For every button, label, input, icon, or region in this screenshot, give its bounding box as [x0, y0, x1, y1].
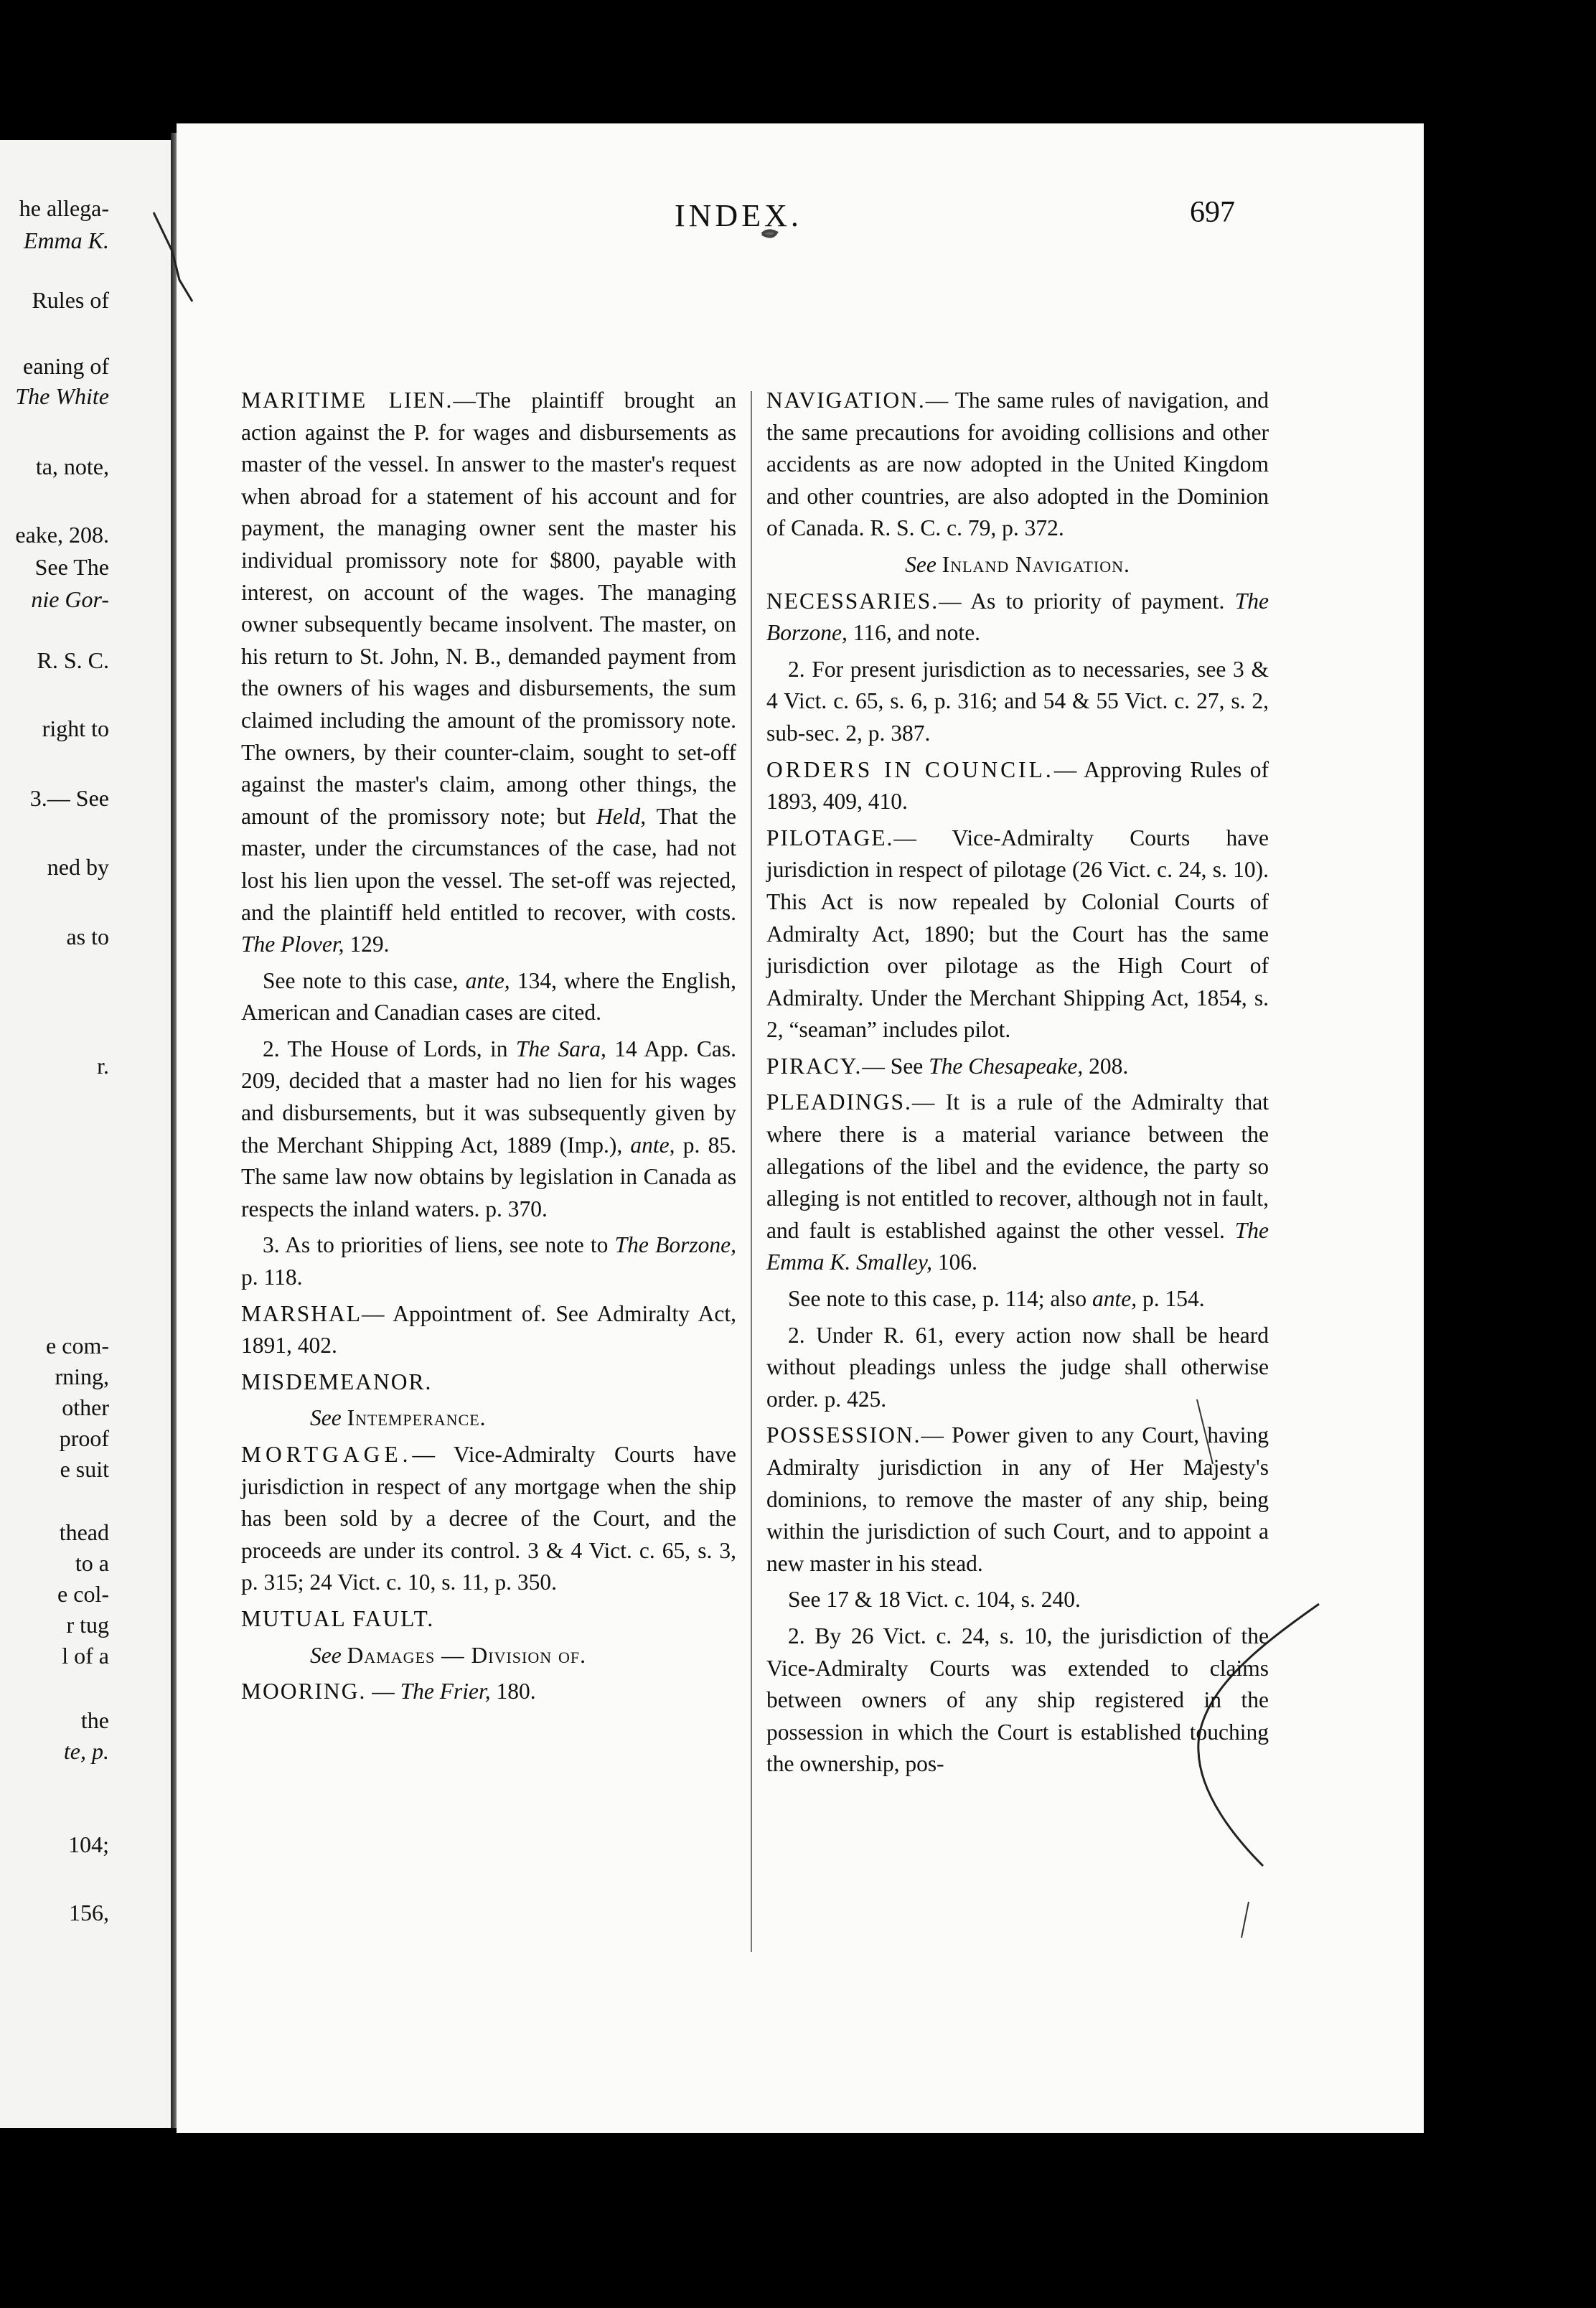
cross-reference [241, 1402, 736, 1435]
entry-navigation [766, 385, 1269, 545]
citation: 208. [1083, 1053, 1129, 1079]
entry-heading: MARITIME LIEN. [241, 388, 454, 413]
case-name: The Borzone, [614, 1232, 736, 1258]
citation: 106. [931, 1249, 977, 1275]
note-text: p. 85. The same law now obtains by legislation in Canada as respects the inland waters. p. 370. [241, 1132, 736, 1221]
entry-text: —The plaintiff brought an action against the P. for wages and disbursements as master of the vessel. In answer to the master's request when abroad for a statement of his account and for payment, the managing owner sent the master his individual promissory note for $800, payable with interest, on account of the wages. The managing owner subsequently became insolvent. The master, on his return to St. John, N. B., demanded payment from the owners of his wages and disbursements, the sum claimed including the amount of the promissory note. The owners, by their counter-claim, sought to set-off against the master's claim, among other things, the amount of the promissory note; but [241, 388, 736, 829]
right-column [766, 385, 1269, 1785]
entry-text: — As to priority of payment. [939, 588, 1235, 614]
emphasis: ante, [465, 967, 510, 993]
left-fragment: eake, 208. [15, 522, 109, 548]
entry-text: — See [862, 1053, 929, 1079]
left-fragment: as to [66, 924, 109, 949]
left-fragment: ned by [47, 854, 109, 880]
see-label: See [905, 551, 937, 577]
entry-text: — The same rules of navigation, and the same precautions for avoiding collisions and other accidents as are now adopted in the United Kingdom and other countries, are also adopted in the Dominion of Canada. R. S. C. c. 79, p. 372. [766, 388, 1269, 541]
reference-target: Inland Navigation. [942, 551, 1130, 577]
left-column [241, 385, 736, 1712]
page-number: 697 [1190, 196, 1235, 229]
case-name: The Emma K. Smalley, [766, 1217, 1269, 1275]
left-fragment: e suit [60, 1456, 109, 1482]
see-label: See [310, 1405, 342, 1431]
entry-heading: MUTUAL FAULT. [241, 1605, 435, 1631]
left-fragment: 3.— See [29, 785, 109, 811]
left-fragment: Rules of [32, 287, 109, 313]
left-fragment: e col- [57, 1581, 109, 1607]
left-fragment: Emma K. [23, 227, 109, 253]
left-fragment: te, p. [63, 1738, 109, 1764]
note-text: 134, where the English, American and Canadian cases are cited. [241, 967, 736, 1026]
left-fragment: 156, [69, 1900, 109, 1925]
left-fragment: r tug [66, 1612, 109, 1638]
left-fragment: l of a [62, 1643, 109, 1669]
see-label: See [310, 1642, 342, 1668]
left-fragment: the [80, 1707, 109, 1733]
case-name: The Frier, [400, 1679, 491, 1704]
entry-note [241, 1229, 736, 1293]
entry-note [241, 1033, 736, 1226]
entry-possession [766, 1420, 1269, 1580]
cross-reference [241, 1640, 736, 1672]
entry-heading: MARSHAL [241, 1300, 362, 1326]
entry-mooring [241, 1676, 736, 1708]
entry-heading: NAVIGATION. [766, 388, 926, 413]
entry-pilotage [766, 822, 1269, 1046]
case-name: The Plover, [241, 932, 344, 957]
entry-misdemeanor [241, 1366, 736, 1399]
entry-text: — Approving Rules of 1893, 409, 410. [766, 756, 1269, 815]
entry-pleadings [766, 1087, 1269, 1279]
case-name: The Borzone, [766, 588, 1269, 646]
entry-mortgage [241, 1439, 736, 1599]
note-text: 2. The House of Lords, in [263, 1036, 516, 1061]
left-fragment: R. S. C. [37, 647, 109, 673]
citation: 129. [344, 932, 390, 957]
left-fragment: r. [97, 1053, 109, 1079]
case-name: The Chesapeake, [929, 1053, 1084, 1079]
entry-heading: PIRACY. [766, 1053, 863, 1079]
entry-heading: PLEADINGS. [766, 1089, 912, 1115]
left-fragment: to a [75, 1550, 109, 1576]
entry-note [241, 965, 736, 1029]
entry-text: — Power given to any Court, having Admiralty jurisdiction in any of Her Majesty's dominions, to remove the master of any ship, being within the jurisdiction of such Court, and to appoint a new master in his stead. [766, 1422, 1269, 1576]
entry-note: 2. Under R. 61, every action now shall be heard without pleadings unless the judge shall otherwise order. p. 425. [766, 1322, 1269, 1412]
entry-note [766, 1283, 1269, 1315]
entry-text: — Appointment of. See Admiralty Act, 1891, 402. [241, 1300, 736, 1359]
entry-heading: ORDERS IN COUNCIL. [766, 756, 1054, 782]
note-text: p. 118. [241, 1265, 303, 1290]
entry-orders-in-council [766, 754, 1269, 818]
entry-heading: MOORING. [241, 1679, 367, 1704]
entry-text: — Vice-Admiralty Courts have jurisdiction in respect of any mortgage when the ship has been sold by a decree of the Court, and the proceeds are under its control. 3 & 4 Vict. c. 65, s. 3, p. 315; 24 Vict. c. 10, s. 11, p. 350. [241, 1442, 736, 1595]
left-fragment: he allega- [19, 195, 109, 221]
entry-mutual-fault [241, 1603, 736, 1636]
emphasis: Held, [596, 803, 647, 829]
entry-heading: PILOTAGE. [766, 825, 894, 850]
entry-text: — It is a rule of the Admiralty that where there is a material variance between the allegations of the libel and the evidence, the party so alleging is not entitled to recover, although not in fault, and fault is established against the other vessel. [766, 1089, 1269, 1243]
page-title: INDEX. [675, 198, 802, 233]
entry-maritime-lien [241, 385, 736, 961]
entry-heading: POSSESSION. [766, 1422, 921, 1448]
entry-note: 2. By 26 Vict. c. 24, s. 10, the jurisdiction of the Vice-Admiralty Courts was extended to claims between owners of any ship registered in the possession in which the Court is established touching the ownership, pos- [766, 1623, 1269, 1777]
note-text: 14 App. Cas. 209, decided that a master had no lien for his wages and disbursements, but it was subsequently given by the Merchant Shipping Act, 1889 (Imp.), [241, 1036, 737, 1158]
emphasis: ante, [630, 1132, 675, 1158]
left-fragment: eaning of [23, 353, 109, 379]
entry-text: — [366, 1679, 400, 1704]
note-text: 3. As to priorities of liens, see note to [263, 1232, 615, 1258]
note-text: See note to this case, [263, 967, 466, 993]
entry-note: 2. For present jurisdiction as to necessaries, see 3 & 4 Vict. c. 65, s. 6, p. 316; and 54 & 55 Vict. c. 27, s. 2, sub-sec. 2, p. 387. [766, 656, 1269, 746]
entry-note: See 17 & 18 Vict. c. 104, s. 240. [788, 1587, 1081, 1613]
entry-text: — Vice-Admiralty Courts have jurisdiction in respect of pilotage (26 Vict. c. 24, s. 10). This Act is now repealed by Colonial Courts of Admiralty Act, 1890; but the Court has the same jurisdiction over pilotage as the High Court of Admiralty. Under the Merchant Shipping Act, 1854, s. 2, “seaman” includes pilot. [766, 825, 1269, 1043]
note-text: p. 154. [1137, 1286, 1205, 1312]
left-fragment: ta, note, [35, 454, 109, 479]
left-fragment: thead [59, 1519, 109, 1545]
case-name: The Sara, [515, 1036, 606, 1061]
entry-marshal [241, 1298, 736, 1362]
left-fragment: e com- [46, 1333, 109, 1359]
entry-necessaries [766, 586, 1269, 649]
citation: 116, and note. [847, 620, 981, 646]
left-fragment: The White [15, 383, 109, 409]
cross-reference [766, 549, 1269, 581]
left-fragment: proof [59, 1425, 109, 1451]
left-fragment: See The [34, 554, 109, 580]
left-fragment: rning, [55, 1364, 109, 1389]
emphasis: ante, [1092, 1286, 1137, 1312]
note-text: See note to this case, p. 114; also [788, 1286, 1093, 1312]
left-fragment: right to [42, 716, 109, 741]
entry-text: That the master, under the circumstances of the case, had not lost his lien upon the vessel. The set-off was rejected, and the plaintiff held entitled to recover, with costs. [241, 803, 736, 925]
left-fragment: other [62, 1394, 109, 1420]
entry-heading: MISDEMEANOR. [241, 1369, 433, 1394]
left-fragment: nie Gor- [31, 586, 109, 612]
entry-piracy [766, 1051, 1269, 1083]
entry-heading: NECESSARIES. [766, 588, 939, 614]
reference-target: Intemperance. [347, 1405, 487, 1431]
entry-heading: MORTGAGE. [241, 1442, 413, 1467]
citation: 180. [490, 1679, 536, 1704]
reference-target: Damages — Division of. [347, 1642, 586, 1668]
column-divider [751, 391, 752, 1952]
left-fragment: 104; [68, 1831, 109, 1857]
